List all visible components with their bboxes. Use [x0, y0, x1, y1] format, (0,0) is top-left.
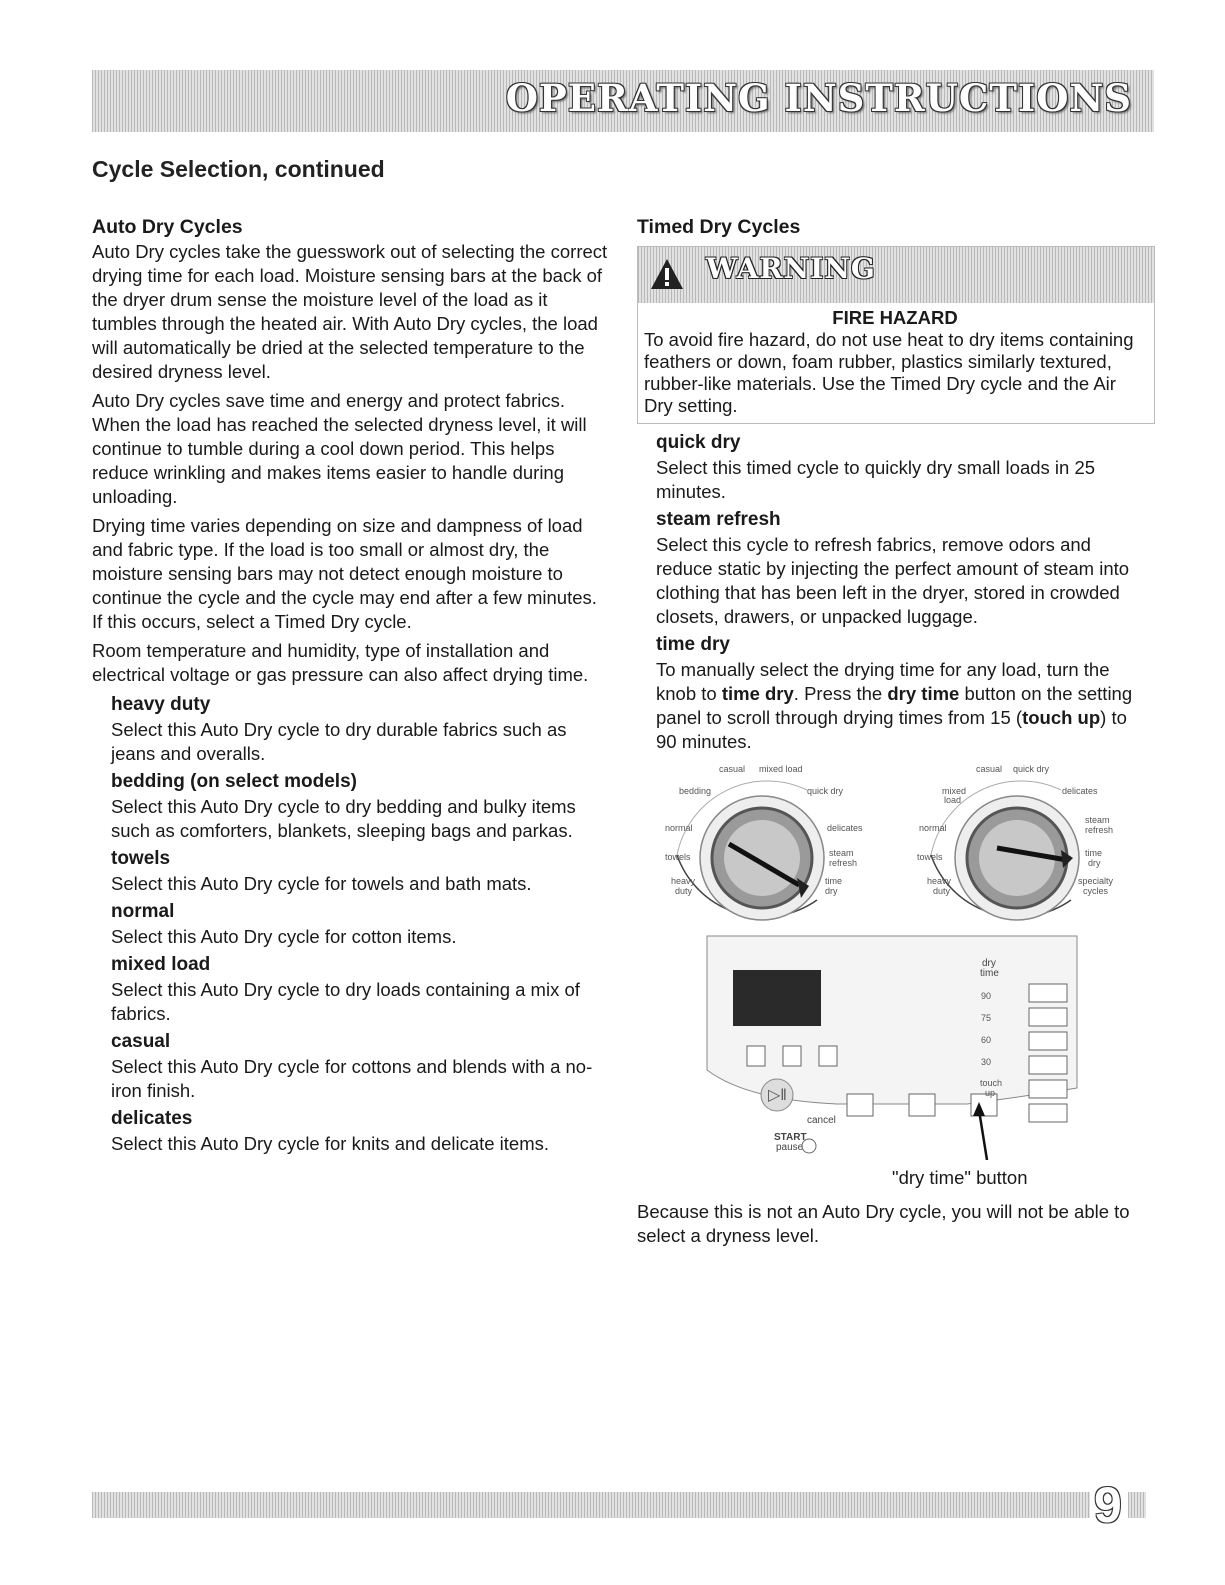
cycle-name: towels	[111, 848, 171, 869]
knob-label: towels	[665, 852, 691, 862]
knob-label: mixed	[942, 786, 967, 796]
control-panel-illustration	[637, 760, 1147, 1160]
knob-label: heavy	[927, 876, 952, 886]
pause-label: pause	[776, 1142, 804, 1153]
closing-note: Because this is not an Auto Dry cycle, you will not be able to select a dryness level.	[637, 1201, 1130, 1246]
timed-cycle-list	[637, 430, 1147, 754]
auto-dry-paragraph: Drying time varies depending on size and dampness of load and fabric type. If the load is too small or almost dry, the moisture sensing bars may not detect enough moisture to continue the cycle and the cycle may end after a few minutes. If this occurs, select a Timed Dry cycle.	[92, 515, 597, 632]
cancel-label: cancel	[807, 1115, 836, 1126]
cycle-description: Select this Auto Dry cycle for cotton items.	[111, 926, 457, 947]
bold-run: touch up	[1022, 707, 1101, 728]
cycle-knob-left	[665, 764, 863, 920]
auto-dry-paragraph: Room temperature and humidity, type of installation and electrical voltage or gas pressure can also affect drying time.	[92, 640, 589, 685]
knob-label: dry	[825, 886, 838, 896]
time-option-60: 60	[981, 1035, 992, 1045]
time-option-90: 90	[981, 991, 992, 1001]
text-run: ) to 90 minutes.	[656, 707, 1127, 752]
warning-box	[637, 246, 1155, 424]
cycle-name: mixed load	[111, 954, 211, 975]
knob-label: steam	[1085, 815, 1110, 825]
knob-label: time	[1085, 848, 1103, 858]
warning-body	[638, 303, 1154, 423]
play-pause-icon: ▷‖	[768, 1087, 787, 1104]
cycle-description: Select this Auto Dry cycle to dry loads containing a mix of fabrics.	[111, 979, 580, 1024]
warning-text: To avoid fire hazard, do not use heat to dry items containing feathers or down, foam rubber, plastics similarly textured, rubber-like materials. Use the Timed Dry cycle and the Air Dry setting.	[644, 329, 1134, 416]
knob-label: casual	[976, 764, 1003, 774]
time-option-touch: touch	[980, 1078, 1003, 1088]
knob-label: specialty	[1078, 876, 1114, 886]
cycle-description: Select this Auto Dry cycle to dry durable fabrics such as jeans and overalls.	[111, 719, 567, 764]
auto-dry-cycle-list	[92, 692, 612, 1156]
control-diagrams	[637, 760, 1147, 1200]
text-run: . Press the	[793, 683, 888, 704]
cycle-name: normal	[111, 901, 175, 922]
cycle-name: steam refresh	[656, 509, 781, 530]
knob-label: quick dry	[807, 786, 844, 796]
cycle-description: Select this Auto Dry cycle to dry bedding and bulky items such as comforters, blankets, sleeping bags and parkas.	[111, 796, 576, 841]
text-run: button on the setting panel to scroll through drying times from 15 (	[656, 683, 1133, 728]
section-title: Cycle Selection, continued	[92, 156, 385, 182]
knob-label: cycles	[1083, 886, 1109, 896]
knob-label: duty	[675, 886, 693, 896]
panel-button-row	[747, 1046, 837, 1066]
auto-dry-column	[92, 214, 612, 1159]
text-run: To manually select the drying time for any load, turn the knob to	[656, 659, 1110, 704]
cycle-description: Select this Auto Dry cycle for cottons and blends with a no-iron finish.	[111, 1056, 593, 1101]
auto-dry-heading: Auto Dry Cycles	[92, 216, 243, 238]
knob-label: refresh	[829, 858, 858, 868]
cycle-name: time dry	[656, 634, 730, 655]
cycle-description: Select this timed cycle to quickly dry small loads in 25 minutes.	[656, 457, 1096, 502]
time-dry-description	[656, 658, 1147, 754]
dry-time-caption: "dry time" button	[892, 1167, 1028, 1188]
cycle-name: casual	[111, 1031, 171, 1052]
cycle-name: quick dry	[656, 432, 741, 453]
dry-time-label: time	[980, 968, 999, 979]
setting-panel	[707, 936, 1077, 1160]
cycle-name: delicates	[111, 1108, 193, 1129]
knob-label: bedding	[679, 786, 712, 796]
timed-dry-column	[637, 214, 1147, 1253]
timed-dry-heading: Timed Dry Cycles	[637, 216, 801, 238]
page-number: 9	[1094, 1477, 1122, 1533]
dry-time-label: dry	[982, 958, 996, 969]
cycle-description: Select this cycle to refresh fabrics, remove odors and reduce static by injecting the perfect amount of steam into clothing that has been left in the dryer, stored in crowded closets, drawers, or unpacked luggage.	[656, 534, 1130, 627]
cycle-knob-right	[917, 764, 1114, 920]
banner-title: OPERATING INSTRUCTIONS	[505, 76, 1132, 120]
knob-label: towels	[917, 852, 943, 862]
header-banner	[92, 70, 1154, 132]
time-option-75: 75	[981, 1013, 992, 1023]
knob-label: refresh	[1085, 825, 1114, 835]
cancel-button-icon	[802, 1139, 816, 1153]
knob-label: heavy	[671, 876, 696, 886]
knob-label: duty	[933, 886, 951, 896]
cycle-description: Select this Auto Dry cycle for towels and bath mats.	[111, 873, 532, 894]
cycle-name: heavy duty	[111, 694, 211, 715]
knob-label: normal	[919, 823, 947, 833]
time-option-30: 30	[981, 1057, 992, 1067]
cycle-name: bedding (on select models)	[111, 771, 357, 792]
auto-dry-paragraph: Auto Dry cycles take the guesswork out of selecting the correct drying time for each load. Moisture sensing bars at the back of the dryer drum sense the moisture level of the load as it tumbles through the heated air. With Auto Dry cycles, the load will automatically be dried at the selected temperature to the desired dryness level.	[92, 241, 608, 382]
warning-header	[638, 247, 1154, 303]
display-screen	[733, 970, 821, 1026]
callout-arrow	[979, 1110, 987, 1160]
warning-label: WARNING	[706, 252, 876, 285]
auto-dry-paragraph: Auto Dry cycles save time and energy and protect fabrics. When the load has reached the selected dryness level, it will continue to tumble during a cool down period. This helps reduce wrinkling and makes items easier to handle during unloading.	[92, 390, 587, 507]
bold-run: time dry	[721, 683, 794, 704]
knob-label: quick dry	[1013, 764, 1050, 774]
knob-label: delicates	[827, 823, 863, 833]
footer-bar	[92, 1492, 1090, 1518]
start-label: START	[774, 1132, 807, 1143]
knob-label: dry	[1088, 858, 1101, 868]
knob-label: load	[944, 795, 962, 805]
knob-label: mixed load	[759, 764, 803, 774]
knob-label: casual	[719, 764, 746, 774]
bold-run: dry time	[887, 683, 960, 704]
warning-triangle-icon	[650, 258, 684, 290]
warning-title: FIRE HAZARD	[832, 307, 958, 328]
cycle-description: Select this Auto Dry cycle for knits and delicate items.	[111, 1133, 550, 1154]
time-option-up: up	[985, 1088, 996, 1098]
footer-bar-end	[1128, 1492, 1146, 1518]
knob-label: steam	[829, 848, 854, 858]
knob-label: delicates	[1062, 786, 1098, 796]
knob-label: normal	[665, 823, 693, 833]
knob-label: time	[825, 876, 843, 886]
